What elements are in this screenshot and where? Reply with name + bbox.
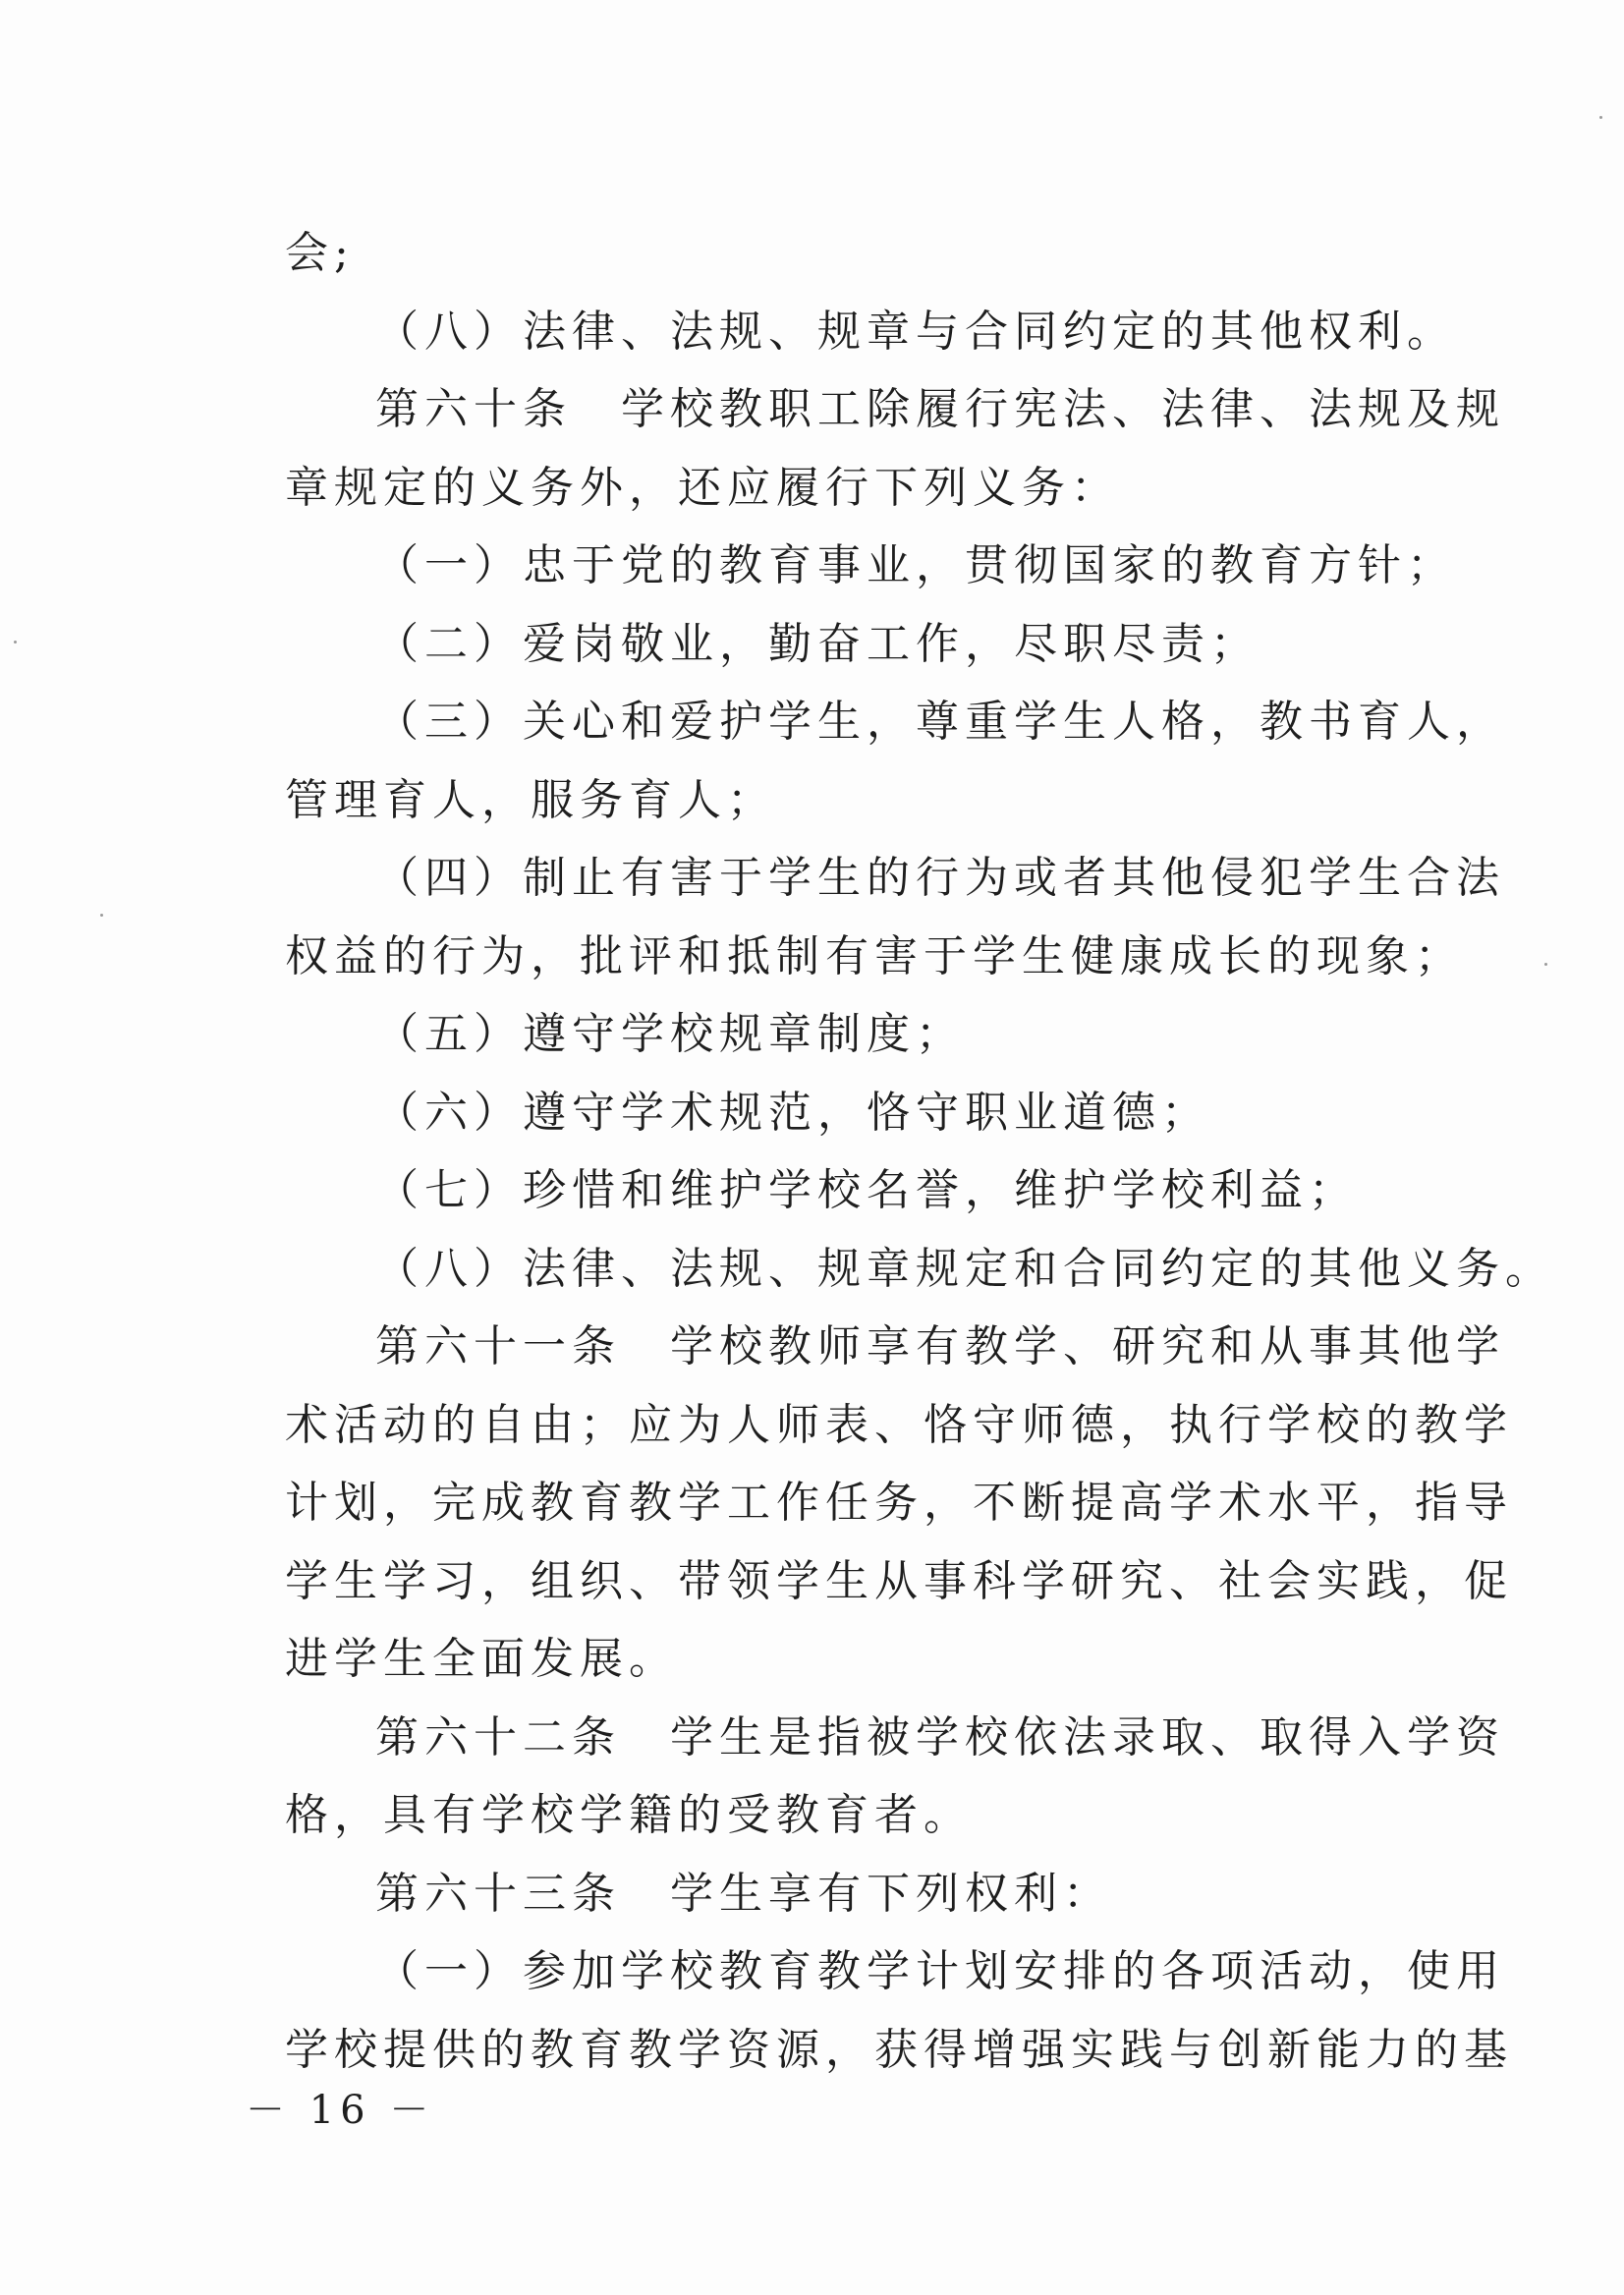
text-line: 格，具有学校学籍的受教育者。 — [285, 1790, 973, 1840]
text-line: 第六十条 学校教职工除履行宪法、法律、法规及规 — [375, 384, 1505, 434]
page-number: － 16 － — [246, 2088, 435, 2133]
scan-speck — [1599, 116, 1602, 119]
scan-speck — [14, 641, 17, 644]
text-line: （八）法律、法规、规章规定和合同约定的其他义务。 — [375, 1243, 1554, 1294]
text-line: （四）制止有害于学生的行为或者其他侵犯学生合法 — [375, 853, 1505, 903]
text-line: 学生学习，组织、带领学生从事科学研究、社会实践，促 — [285, 1555, 1513, 1606]
text-line: 术活动的自由；应为人师表、恪守师德，执行学校的教学 — [285, 1399, 1513, 1450]
text-line: （一）参加学校教育教学计划安排的各项活动，使用 — [375, 1946, 1505, 1996]
text-line: （二）爱岗敬业，勤奋工作，尽职尽责； — [375, 618, 1260, 669]
text-line: 会; — [285, 228, 355, 278]
text-line: 计划，完成教育教学工作任务，不断提高学术水平，指导 — [285, 1478, 1513, 1528]
text-line: （三）关心和爱护学生，尊重学生人格，教书育人， — [375, 697, 1505, 747]
body-text — [285, 214, 1554, 2089]
text-line: 权益的行为，批评和抵制有害于学生健康成长的现象； — [285, 930, 1464, 981]
scan-speck — [100, 914, 103, 917]
text-line: 学校提供的教育教学资源，获得增强实践与创新能力的基 — [285, 2024, 1513, 2075]
text-line: 管理育人，服务育人； — [285, 774, 776, 825]
text-line: 第六十一条 学校教师享有教学、研究和从事其他学 — [375, 1321, 1505, 1371]
text-line: （八）法律、法规、规章与合同约定的其他权利。 — [375, 306, 1456, 357]
text-line: （一）忠于党的教育事业，贯彻国家的教育方针； — [375, 540, 1456, 590]
scan-speck — [1544, 963, 1547, 966]
text-line: 进学生全面发展。 — [285, 1634, 678, 1684]
text-line: （六）遵守学术规范，恪守职业道德； — [375, 1087, 1210, 1138]
text-line: 第六十三条 学生享有下列权利： — [375, 1868, 1112, 1919]
text-line: （七）珍惜和维护学校名誉，维护学校利益； — [375, 1165, 1358, 1215]
text-line: （五）遵守学校规章制度； — [375, 1009, 965, 1059]
text-line: 章规定的义务外，还应履行下列义务： — [285, 462, 1120, 513]
text-line: 第六十二条 学生是指被学校依法录取、取得入学资 — [375, 1711, 1505, 1763]
